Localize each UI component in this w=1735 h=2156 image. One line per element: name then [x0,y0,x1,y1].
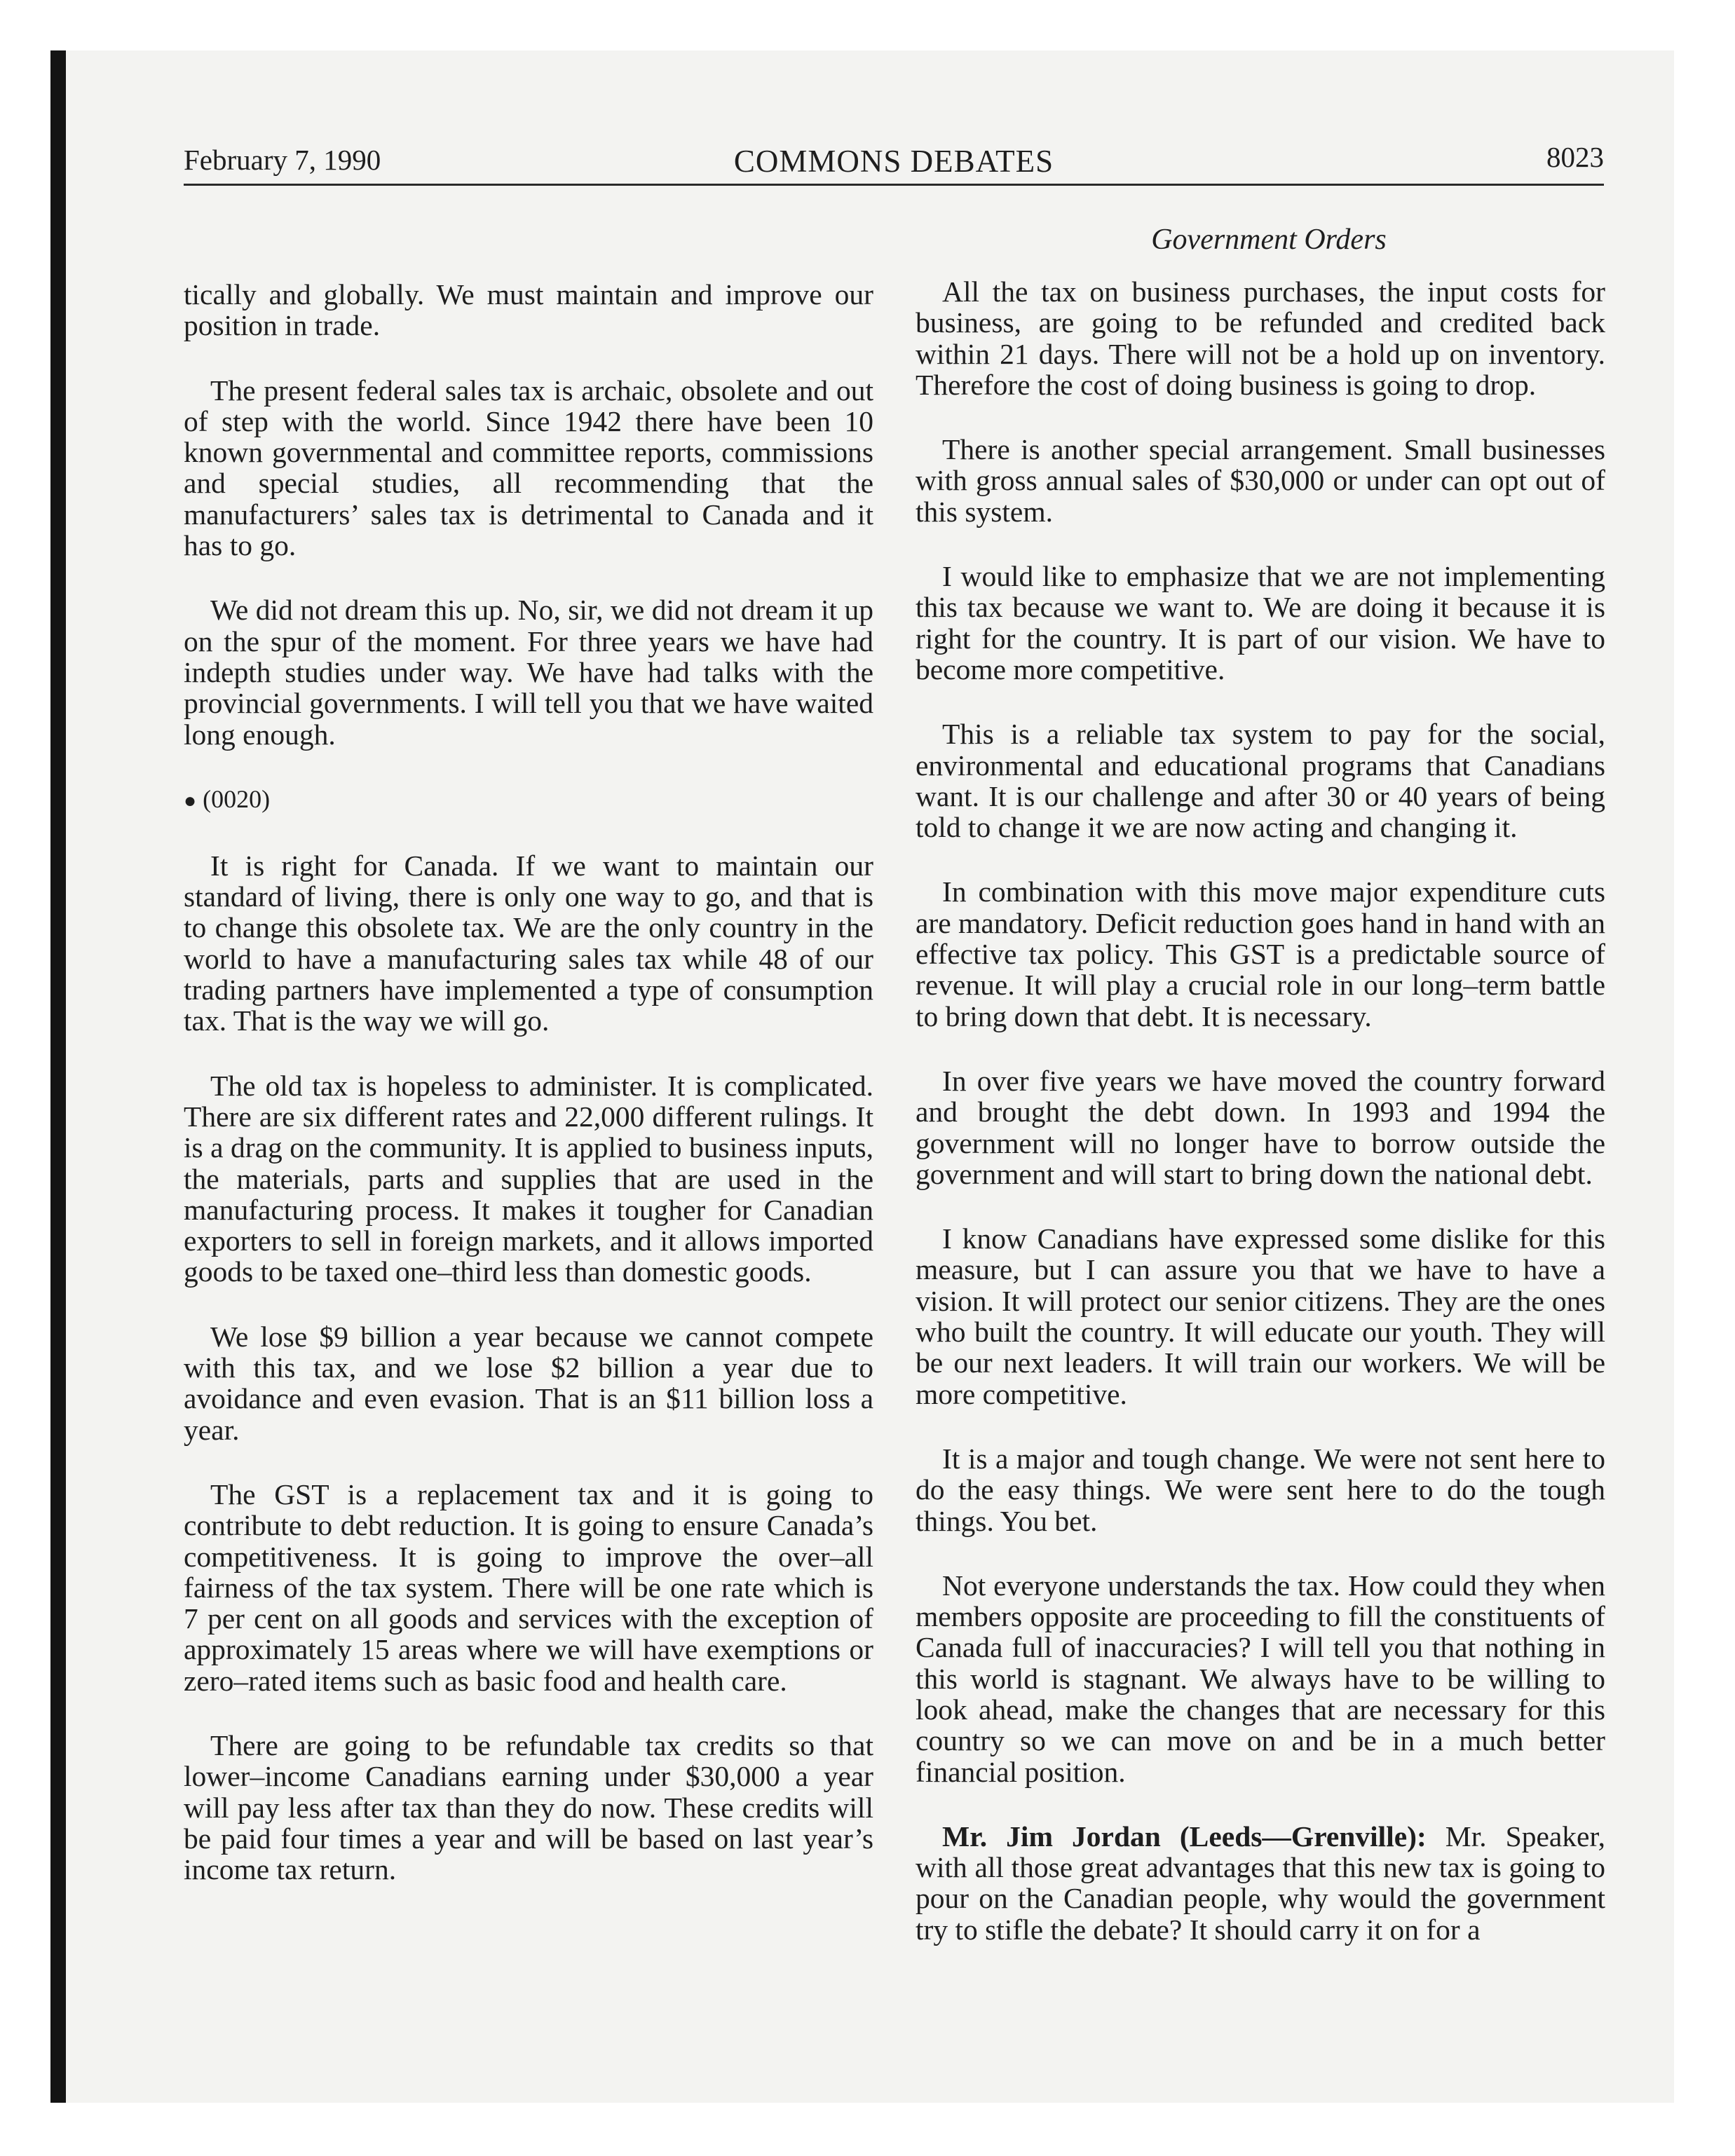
paragraph: tically and globally. We must maintain and improve our position in trade. [184,278,873,342]
paragraph: The old tax is hopeless to administer. It is complicated. There are six different rates and 22,000 different rulings. It is a drag on the community. It is applied to business inputs, the materials, parts and supplies that are used in the manufacturing process. It makes it tougher for Canadian exporters to sell in foreign markets, and it allows imported goods to be taxed one–third less than domestic goods. [184,1069,873,1288]
page-header [184,133,1604,188]
left-column [184,279,873,1918]
section-label: Government Orders [1151,224,1387,256]
header-page-number: 8023 [1546,141,1604,173]
header-date: February 7, 1990 [184,144,381,176]
header-rule [184,184,1604,186]
paragraph: This is a reliable tax system to pay for the social, environmental and educational programs that Canadians want. It is our challenge and after 30 or 40 years of being told to change it we are now acting and changing it. [916,718,1605,844]
speaker-text: Mr. Speaker, with all those great advantages that this new tax is going to pour on the Canadian people, why would the government try to stifle the debate? It should carry it on for a [916,1820,1605,1946]
paragraph: In combination with this move major expenditure cuts are mandatory. Deficit reduction goes hand in hand with an effective tax policy. This GST is a predictable source of revenue. It will play a crucial role in our long–term battle to bring down that debt. It is necessary. [916,875,1605,1032]
paragraph: We did not dream this up. No, sir, we did not dream it up on the spur of the moment. For three years we have had indepth studies under way. We have had talks with the provincial governments. I will tell you that we have waited long enough. [184,594,873,751]
paragraph: We lose $9 billion a year because we cannot compete with this tax, and we lose $2 billion a year due to avoidance and even evasion. That is an $11 billion loss a year. [184,1320,873,1446]
time-marker-text: (0020) [203,784,271,813]
speaker-name: Mr. Jim Jordan (Leeds—Grenville): [942,1820,1427,1853]
right-column [916,276,1605,1979]
paragraph: In over five years we have moved the country forward and brought the debt down. In 1993 and 1994 the government will no longer have to borrow outside the government and will start to bring down the national debt. [916,1064,1605,1190]
paragraph: Not everyone understands the tax. How could they when members opposite are proceeding to fill the constituents of Canada full of inaccuracies? I will tell you that nothing in this world is stagnant. We always have to be willing to look ahead, make the changes that are necessary for this country so we can move on and be in a much better financial position. [916,1569,1605,1788]
speaker-paragraph [916,1821,1605,1945]
paragraph: There are going to be refundable tax credits so that lower–income Canadians earning under $30,000 a year will pay less after tax than they do now. These credits will be paid four times a year and will be based on last year’s income tax return. [184,1728,873,1886]
paragraph: It is a major and tough change. We were not sent here to do the easy things. We were sent here to do the tough things. You bet. [916,1442,1605,1537]
header-title: COMMONS DEBATES [733,144,1054,179]
document-page [184,133,1604,2040]
paragraph: The present federal sales tax is archaic, obsolete and out of step with the world. Since 1942 there have been 10 known governmental and committee reports, commissions and special studies, all recommending that the manufacturers’ sales tax is detrimental to Canada and it has to go. [184,374,873,562]
time-marker [184,784,873,817]
paragraph: The GST is a replacement tax and it is going to contribute to debt reduction. It is going to ensure Canada’s competitiveness. It is going to improve the over–all fairness of the tax system. There will be one rate which is 7 per cent on all goods and services with the exception of approximately 15 areas where we will have exemptions or zero–rated items such as basic food and health care. [184,1478,873,1697]
scan-edge-shadow [50,50,66,2103]
bullet-icon: ● [184,789,197,812]
paragraph: I know Canadians have expressed some dislike for this measure, but I can assure you that we have to have a vision. It will protect our senior citizens. They are the ones who built the country. It will educate our youth. They will be our next leaders. It will train our workers. We will be more competitive. [916,1222,1605,1410]
paragraph: There is another special arrangement. Small businesses with gross annual sales of $30,000 or under can opt out of this system. [916,433,1605,528]
paragraph: I would like to emphasize that we are not implementing this tax because we want to. We are doing it because it is right for the country. It is part of our vision. We have to become more competitive. [916,560,1605,685]
paragraph: It is right for Canada. If we want to maintain our standard of living, there is only one way to go, and that is to change this obsolete tax. We are the only country in the world to have a manufacturing sales tax while 48 of our trading partners have implemented a type of consumption tax. That is the way we will go. [184,849,873,1037]
paragraph: All the tax on business purchases, the input costs for business, are going to be refunded and credited back within 21 days. There will not be a hold up on inventory. Therefore the cost of doing business is going to drop. [916,275,1605,401]
